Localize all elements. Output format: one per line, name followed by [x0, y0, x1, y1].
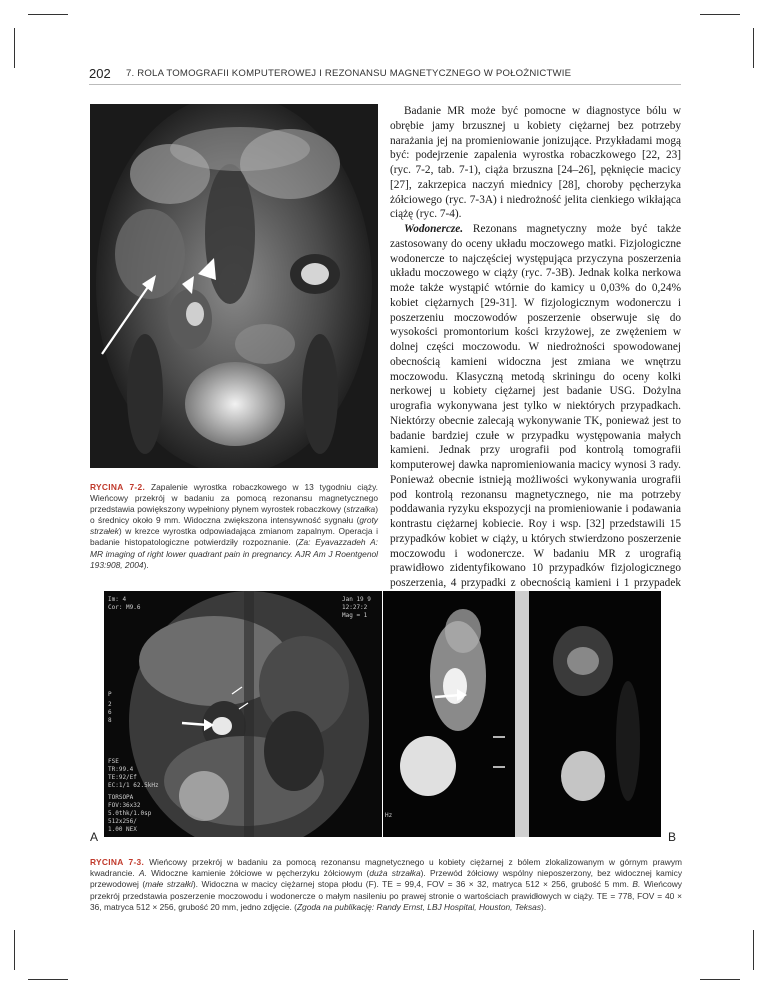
body-paragraph [390, 222, 681, 606]
crop-mark [28, 14, 68, 15]
figure-7-3b-mri-image [383, 591, 661, 837]
mri-overlay-text: Jan 19 9 [342, 596, 371, 603]
caption-text: ) o średnicy około 9 mm. Widoczna zwiększona intensywność sygnału ( [90, 504, 378, 526]
mri-overlay-text: Im: 4 [108, 596, 127, 603]
caption-italic: małe strzałki [145, 879, 193, 890]
mri-overlay-text: TE:92/Ef [108, 774, 137, 781]
crop-mark [700, 979, 740, 980]
caption-italic: duża strzałka [369, 868, 421, 879]
figure-7-2-caption [90, 482, 378, 571]
panel-label-a: A [90, 830, 99, 844]
crop-mark [700, 14, 740, 15]
caption-text: ). Przewód żółciowy wspólny nieposzerzony, bez widocznej kamicy przewodowej ( [90, 868, 683, 890]
figure-7-3a-mri-image [104, 591, 382, 837]
mri-overlay-text: FOV:36x32 [108, 802, 141, 809]
mri-overlay-text: 512x256/ [108, 818, 137, 825]
caption-italic: groty strzałek [90, 515, 378, 537]
mri-overlay-text: 8 [108, 717, 112, 724]
mri-overlay-text: EC:1/1 62.5kHz [108, 782, 159, 789]
caption-text: ). Widoczna w macicy ciężarnej stopa płodu (F). TE = 99,4, FOV = 36 × 32, matryca 512 × 256, grubość 5 mm. [192, 879, 633, 890]
header-rule [89, 84, 681, 85]
caption-italic: B. [632, 879, 641, 890]
caption-citation: Za: Eyavazzadeh A: MR imaging of right lower quadrant pain in pregnancy. AJR Am J Roentgenol 193:908, 2004 [90, 537, 378, 570]
crop-mark [28, 979, 68, 980]
mri-overlay-text: TR:99.4 [108, 766, 134, 773]
section-lead: Wodonercze. [404, 223, 464, 235]
mri-overlay-text: Mag = 1 [342, 612, 368, 619]
crop-mark [753, 28, 754, 68]
mri-coronal-image [90, 104, 378, 468]
figure-label: RYCINA 7-3. [90, 857, 145, 867]
mri-overlay-text: 6 [108, 709, 112, 716]
mri-overlay-text: FSE [108, 758, 119, 765]
caption-text: ). [541, 901, 547, 912]
mri-panel-a [104, 591, 382, 837]
figure-label: RYCINA 7-2. [90, 482, 146, 492]
crop-mark [753, 930, 754, 970]
caption-italic: A. [138, 868, 147, 879]
mri-overlay-text: 12:27:2 [342, 604, 368, 611]
mri-overlay-text: 2 [108, 701, 112, 708]
body-paragraph: Badanie MR może być pomocne w diagnostyce bólu w obrębie jamy brzusznej u kobiety ciężarnej bez potrzeby narażania jej na promieniowanie jonizujące. Przykładami mogą być: podejrzenie zapalenia wyrostka robaczkowego [22, 23] (ryc. 7-2, tab. 7-1), ciąża brzuszna [24–26], pęknięcie macicy [27], zakrzepica naczyń miednicy [28], choroby pęcherzyka żółciowego (ryc. 7-3A) i niedrożność jelita cienkiego wikłająca ciążę (ryc. 7-4). [390, 105, 681, 221]
chapter-title: 7. ROLA TOMOGRAFII KOMPUTEROWEJ I REZONANSU MAGNETYCZNEGO W POŁOŻNICTWIE [126, 68, 572, 79]
caption-text: ). [143, 559, 149, 570]
panel-label-b: B [668, 830, 677, 844]
crop-mark [14, 930, 15, 970]
caption-text: Zapalenie wyrostka robaczkowego w 13 tygodniu ciąży. Wieńcowy przekrój w badaniu za pomocą rezonansu magnetycznego przedstawia powiększony wypełniony płynem wyrostek robaczkowy ( [90, 482, 379, 515]
crop-mark [14, 28, 15, 68]
body-paragraph-text: Rezonans magnetyczny może być także zastosowany do oceny układu moczowego matki. Fizjologiczne wodonercze to najczęściej występująca przyczyna poszerzenia układu moczowego w ciąży (ryc. 7-3B). Jednak kolka nerkowa może także wystąpić wtórnie do kamicy u 0,03% do 0,24% kobiet ciężarnych [29-31]. W fizjologicznym wodonerczu i poszerzeniu moczowodów poszerzenie obserwuje się do wysokości promontorium kości krzyżowej, ze zwężeniem w dolnej części moczowodu. W niedrożności spowodowanej obecnością kamieni widoczna jest zmiana we wnętrzu moczowodu. Klasyczną metodą skriningu do oceny kolki nerkowej u kobiety ciężarnej jest badanie USG. Dożylna urografia wykonywana jest tylko w niektórych przypadkach. Niektórzy obecnie zalecają wykonywanie TK, ponieważ jest to badanie bardziej czułe w przypadku występowania małych kamieni. Jednak przy urografii pod kontrolą tomografii komputerowej dawka napromieniowania macicy wynosi 3 rady. Ponieważ obecnie istnieją możliwości wykonywania urografii pod kontrolą rezonansu magnetycznego, nie ma potrzeby poddawania ryzyku ekspozycji na promieniowanie i podawania kontrastu ciężarnej kobiecie. Roy i wsp. [32] przedstawili 15 przypadków kobiet w ciąży, u których stwierdzono poszerzenie moczowodu i wodonercze. W badaniu MR z urografią prawidłowo zidentyfikowano 10 przypadków fizjologicznego poszerzenia, 4 przypadki z obecnością kamieni i 1 przypadek [390, 223, 681, 589]
caption-italic: strzałka [346, 504, 376, 515]
figure-7-3-caption [90, 857, 682, 913]
mri-overlay-text: Cor: M9.6 [108, 604, 141, 611]
figure-7-2-mri-image [90, 104, 378, 468]
caption-citation: Zgoda na publikację: Randy Ernst, LBJ Hospital, Houston, Teksas [296, 901, 542, 912]
caption-text: Wieńcowy przekrój w badaniu za pomocą rezonansu magnetycznego u kobiety ciężarnej z bólem zlokalizowanym w górnym prawym kwadrancie. [90, 857, 683, 879]
caption-text: ) w krezce wyrostka odpowiadająca zmianom zapalnym. Operacja i badanie histopatologiczne potwierdziły rozpoznanie. ( [90, 526, 378, 548]
mri-overlay-text: 5.0thk/1.0sp [108, 810, 152, 817]
mri-overlay-text: P [108, 691, 112, 698]
mri-overlay-text: TORSOPA [108, 794, 134, 801]
caption-text: Widoczne kamienie żółciowe w pęcherzyku żółciowym ( [146, 868, 370, 879]
mri-overlay-text: 1.00 NEX [108, 826, 137, 833]
page-number: 202 [89, 66, 111, 81]
mri-overlay-text: Hz [385, 812, 393, 819]
caption-text: Wieńcowy przekrój przedstawia poszerzenie moczowodu i wodonercze o małym nasileniu po prawej stronie o wartościach prawidłowych w ciąży. TE = 778, FOV = 40 × 36, matryca 512 × 256, grubość 20 mm, jedno zdjęcie. ( [90, 879, 682, 912]
mri-panel-b [383, 591, 661, 837]
body-text-column [390, 104, 681, 606]
